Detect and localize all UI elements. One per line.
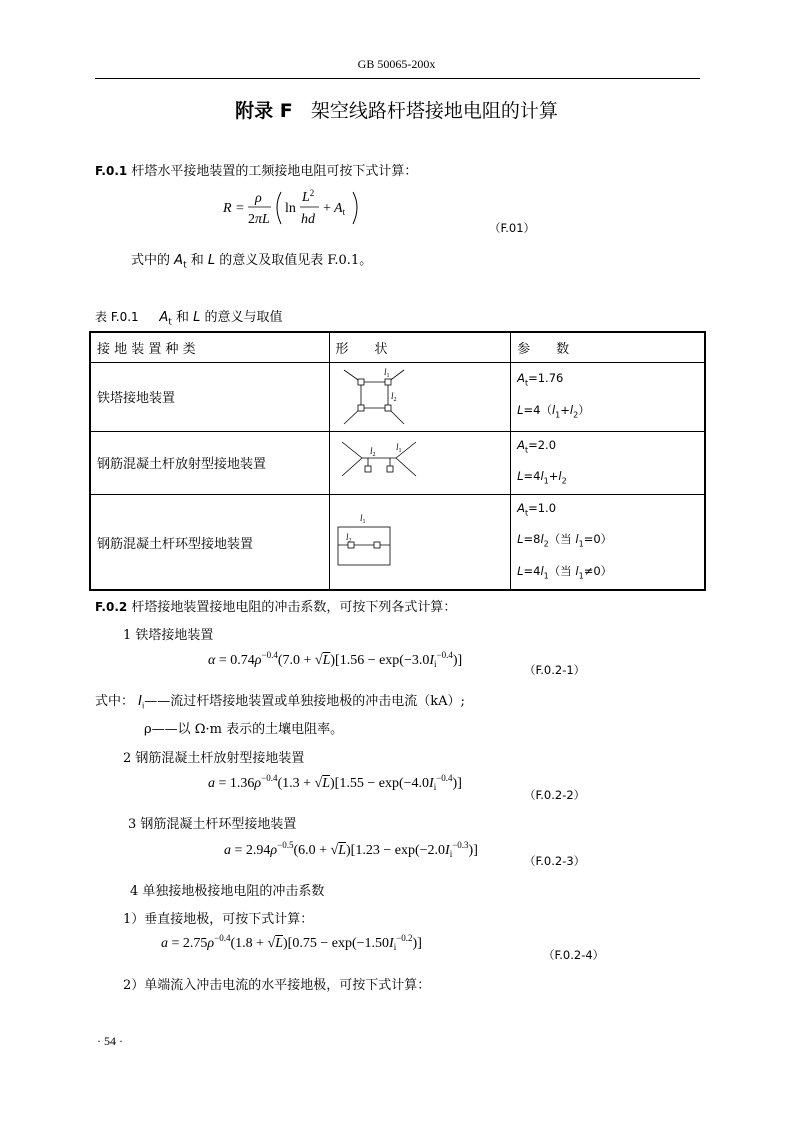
formula-f023: $a = 2.94\rho^{-0.5}(6.0 + √L)[1.23 - \exp(-2.0I_i^{-0.3})]$ (224, 840, 478, 859)
formula-f01 (215, 184, 365, 230)
header-cell: 参 数 (511, 332, 705, 362)
parameter-cell (511, 362, 705, 431)
radial-grounding-diagram (334, 438, 424, 488)
item-2: 2 钢筋混凝土杆放射型接地装置 (123, 751, 305, 766)
definition-text: ——流过杆塔接地装置或单独接地极的冲击电流（kA）; (144, 694, 465, 709)
caption-text: 的意义与取值 (204, 310, 283, 325)
formula-L2: $L^2$ (302, 188, 315, 205)
device-type-cell: 铁塔接地装置 (90, 362, 329, 431)
formula-At: $A_t$ (334, 201, 346, 217)
symbol-L: L (193, 310, 201, 325)
table-caption (95, 306, 283, 328)
table-row (90, 431, 705, 495)
parameter-cell (511, 431, 705, 495)
param-At: $A_t=1.0$ (517, 501, 557, 518)
left-paren (277, 192, 281, 224)
clause-text: 杆塔水平接地装置的工频接地电阻可按下式计算： (131, 164, 418, 179)
clause-f02 (95, 596, 456, 615)
symbol-At: $A_t$ (174, 253, 187, 271)
svg-text:l1: $l_1$ (359, 513, 366, 526)
param-L: $L=8l_2$（当 $l_1=0$） (517, 532, 613, 549)
caption-text: 和 (175, 310, 189, 325)
shape-cell (329, 362, 511, 431)
symbol-Ii: $I_i$ (138, 694, 145, 711)
header-cell: 形 状 (329, 332, 511, 362)
formula-f021: $\alpha = 0.74\rho^{-0.4}(7.0 + √L)[1.56 - \exp(-3.0I_i^{-0.4})]$ (208, 650, 463, 669)
sub-item-1: 1）垂直接地极，可按下式计算： (123, 912, 314, 927)
equation-number: （F.0.2-2） (524, 788, 586, 802)
formula-symbol-R: R (223, 201, 232, 216)
param-L: $L=4l_1+l_2$ (517, 468, 567, 486)
formula-hd: hd (301, 212, 315, 227)
param-L: $L=4(l_1+l_2)$ (517, 402, 590, 419)
svg-text:l2: $l_2$ (345, 532, 352, 545)
device-type-cell: 钢筋混凝土杆放射型接地装置 (90, 431, 329, 495)
note-text: 式中的 (131, 253, 171, 268)
item-3: 3 钢筋混凝土杆环型接地装置 (128, 817, 297, 832)
clause-text: 杆塔接地装置接地电阻的冲击系数，可按下列各式计算： (131, 600, 457, 615)
definition-current (95, 690, 465, 711)
svg-text:l2: $l_2$ (390, 390, 397, 403)
header-rule (95, 78, 700, 79)
appendix-title-text: 架空线路杆塔接地电阻的计算 (310, 100, 558, 122)
equation-number: （F.01） (489, 221, 536, 235)
formula-ln: ln (285, 201, 296, 216)
page-number: · 54 · (97, 1034, 123, 1048)
formula-rho: ρ (255, 191, 262, 206)
equation-number: （F.0.2-3） (524, 854, 586, 868)
param-At: $A_t=1.76$ (517, 371, 564, 388)
running-header: GB 50065-200x (357, 57, 436, 71)
equation-number: （F.0.2-4） (543, 948, 605, 962)
svg-text:l1: $l_1$ (395, 441, 402, 454)
tower-grounding-diagram (334, 364, 414, 430)
symbol-L: L (207, 253, 216, 268)
clause-number: F.0.1 (95, 164, 128, 178)
parameter-table (89, 331, 706, 591)
clause-number: F.0.2 (95, 600, 128, 614)
equation-number: （F.0.2-1） (524, 663, 586, 677)
shape-cell (329, 431, 511, 495)
right-paren (353, 192, 357, 224)
formula-2piL: 2πL (248, 212, 270, 227)
header-cell: 接 地 装 置 种 类 (90, 332, 329, 362)
table-header-row (90, 332, 705, 362)
note-text: 的意义及取值见表 F.0.1。 (219, 253, 373, 268)
note-text: 和 (190, 253, 204, 268)
formula-f024: $a = 2.75\rho^{-0.4}(1.8 + √L)[0.75 - \exp(-1.50I_i^{-0.2})]$ (161, 933, 422, 952)
table-row (90, 495, 705, 590)
param-L: $L=4l_1$（当 $l_1\ne 0$） (517, 563, 613, 580)
item-1: 1 铁塔接地装置 (123, 628, 214, 643)
svg-text:l2: $l_2$ (369, 445, 376, 458)
where-label: 式中： (95, 694, 135, 709)
caption-number: 表 F.0.1 (95, 310, 139, 324)
symbol-At: $A_t$ (159, 310, 172, 328)
param-At: $A_t=2.0$ (517, 437, 557, 454)
device-type-cell: 钢筋混凝土杆环型接地装置 (90, 495, 329, 590)
formula-f022: $a = 1.36\rho^{-0.4}(1.3 + √L)[1.55 - \exp(-4.0I_i^{-0.4})]$ (208, 773, 462, 792)
parameter-cell (511, 495, 705, 590)
shape-cell (329, 495, 511, 590)
appendix-label: 附录 F (235, 100, 293, 122)
table-row (90, 362, 705, 431)
formula-equals: = (236, 201, 244, 216)
sub-item-2: 2）单端流入冲击电流的水平接地极，可按下式计算： (123, 978, 431, 993)
definition-rho: ρ——以 Ω·m 表示的土壤电阻率。 (144, 722, 344, 737)
f01-note (131, 249, 372, 271)
ring-grounding-diagram (334, 507, 404, 577)
item-4: 4 单独接地极接地电阻的冲击系数 (130, 884, 325, 899)
appendix-title (0, 96, 793, 123)
formula-plus: + (323, 201, 331, 216)
clause-f01 (95, 160, 417, 179)
svg-text:l1: $l_1$ (383, 366, 390, 379)
